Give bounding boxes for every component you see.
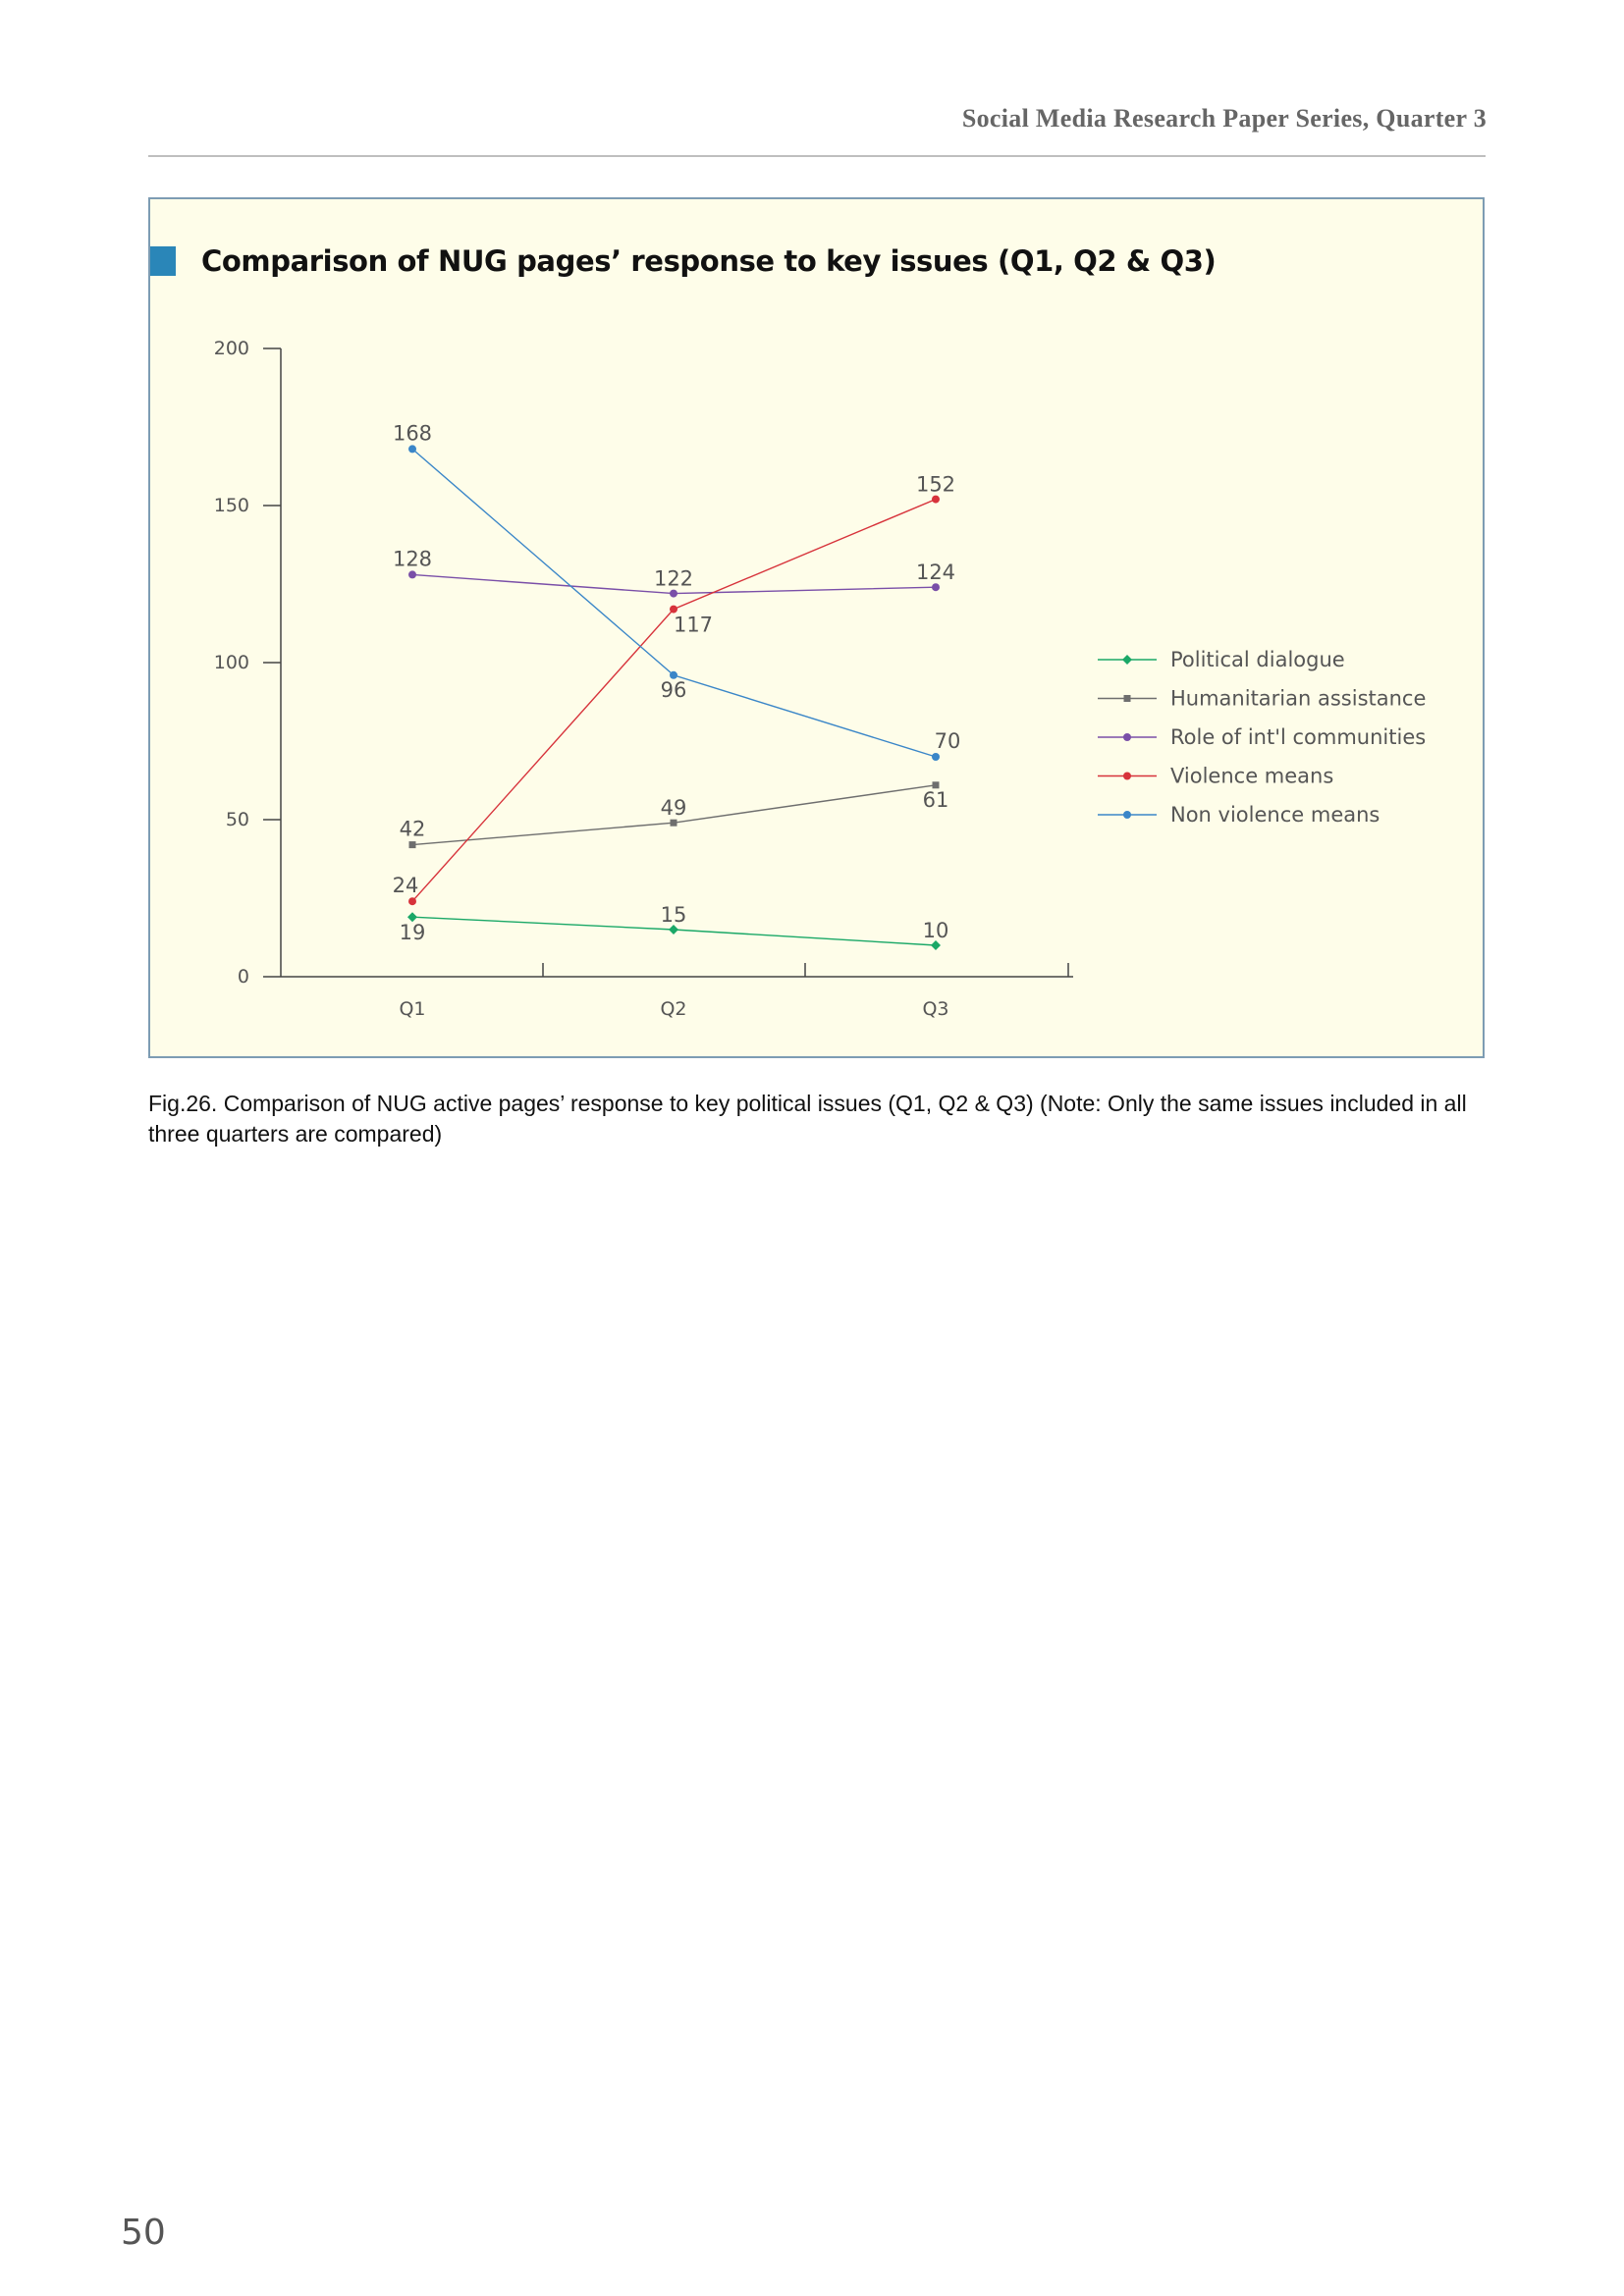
- data-label: 152: [915, 472, 956, 497]
- data-label: 49: [660, 796, 687, 821]
- series-line: [412, 449, 936, 757]
- figure-caption: Fig.26. Comparison of NUG active pages’ response to key political issues (Q1, Q2 & Q3) (Note: Only the same issues included in all three quarters are compared): [148, 1091, 1467, 1147]
- header-rule: [148, 155, 1486, 157]
- data-point: [670, 590, 677, 598]
- y-tick-label: 50: [225, 809, 249, 830]
- data-point: [408, 570, 416, 578]
- data-label: 19: [399, 921, 426, 945]
- data-point: [932, 583, 940, 591]
- data-label: 128: [392, 547, 433, 571]
- data-label: 168: [392, 421, 433, 446]
- data-label: 124: [915, 561, 956, 585]
- data-point: [932, 753, 940, 761]
- chart-title: Comparison of NUG pages’ response to key issues (Q1, Q2 & Q3): [201, 244, 1217, 278]
- legend-marker: [1123, 773, 1131, 780]
- data-label: 42: [399, 817, 426, 841]
- legend-label: Humanitarian assistance: [1170, 686, 1427, 711]
- data-point: [932, 496, 940, 504]
- x-tick-label: Q3: [922, 998, 949, 1020]
- data-point: [408, 897, 416, 905]
- data-label: 122: [653, 566, 694, 591]
- legend-marker: [1122, 655, 1132, 665]
- legend-marker: [1124, 695, 1131, 702]
- data-label: 61: [922, 787, 949, 812]
- data-point: [670, 606, 677, 614]
- chart-frame: [148, 197, 1485, 1058]
- page-header-title: Social Media Research Paper Series, Quarter 3: [961, 104, 1487, 133]
- y-tick-label: 150: [213, 495, 249, 516]
- data-label: 117: [673, 613, 714, 637]
- data-label: 10: [922, 919, 949, 942]
- legend-label: Non violence means: [1170, 803, 1380, 827]
- y-tick-label: 100: [213, 652, 249, 673]
- data-point: [408, 445, 416, 453]
- y-tick-label: 200: [213, 338, 249, 359]
- data-label: 96: [660, 677, 687, 702]
- legend-label: Political dialogue: [1170, 648, 1345, 671]
- page-number: 50: [121, 2213, 166, 2253]
- x-tick-label: Q1: [399, 998, 426, 1020]
- data-point: [671, 820, 677, 827]
- y-tick-label: 0: [237, 966, 249, 988]
- x-tick-label: Q2: [660, 998, 687, 1020]
- data-label: 70: [934, 729, 961, 753]
- legend-label: Violence means: [1170, 764, 1334, 788]
- data-label: 24: [392, 874, 419, 898]
- data-point: [409, 841, 416, 848]
- line-chart: [150, 199, 1483, 1056]
- legend-marker: [1123, 811, 1131, 819]
- data-label: 15: [660, 903, 687, 927]
- legend-marker: [1123, 733, 1131, 741]
- legend-label: Role of int'l communities: [1170, 725, 1427, 749]
